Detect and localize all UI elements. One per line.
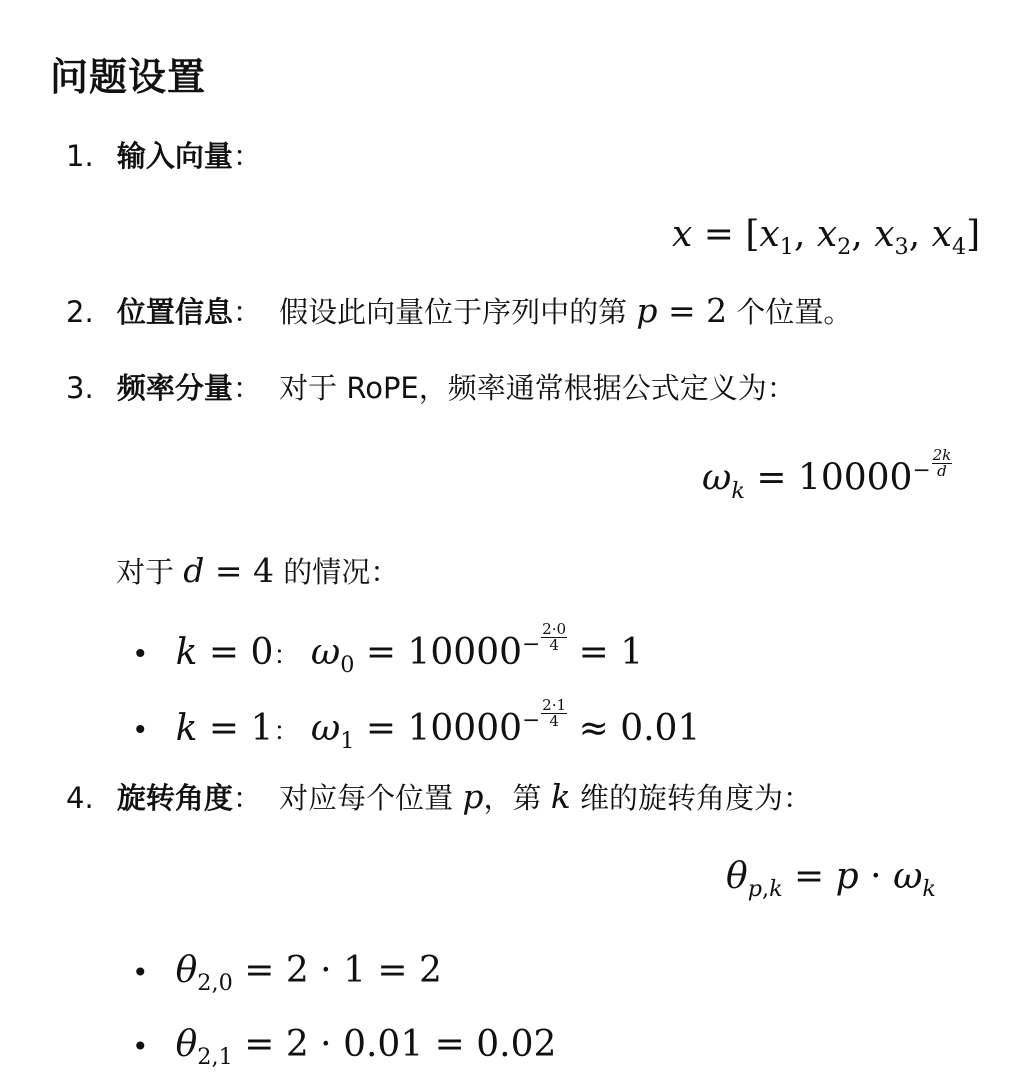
bullet-dot: •: [132, 1030, 149, 1063]
case-line: [116, 550, 399, 591]
p-symbol: p: [462, 777, 484, 816]
bullet-math: k = 1： $\omega_1 = 10000^-$ $\frac{2\cdot 1}{4}$ ≈ 0.01: [175, 696, 701, 754]
theta-bullet-2: [132, 1024, 556, 1070]
omega-bullet-2: [132, 698, 700, 754]
bullet-math: $\theta_{2,1} = 2 \cdot 0.01 = 0.02$: [175, 1024, 557, 1071]
item-text-mid: ，第: [483, 781, 542, 815]
case-math: d = 4: [183, 551, 274, 590]
item-label: 旋转角度: [116, 781, 233, 815]
item-number: 4.: [66, 781, 94, 815]
theta-definition-equation: $\theta_{p,k} = p \cdot \omega_k$: [726, 856, 936, 903]
omega-bullet-1: [132, 622, 643, 678]
bullet-sep: ：: [273, 640, 300, 671]
item-text-tail: 维的旋转角度为：: [579, 781, 812, 815]
list-item-4: [66, 776, 812, 817]
k-math: [551, 777, 571, 816]
item-number: 2.: [66, 295, 94, 329]
bullet-sep: ：: [273, 716, 300, 747]
bullet-math: $\theta_{2,0} = 2 \cdot 1 = 2$: [175, 950, 442, 997]
k-symbol: k: [550, 777, 571, 816]
item-label: 频率分量: [116, 371, 233, 405]
bullet-dot: •: [132, 713, 149, 747]
list-item-2: [66, 290, 852, 331]
case-text: 对于: [116, 555, 175, 589]
item-separator: ：: [232, 781, 262, 815]
item-label: 位置信息: [116, 295, 233, 329]
bullet-dot: •: [132, 637, 149, 671]
item-text-tail: 个位置。: [736, 295, 853, 329]
item-number: 3.: [66, 371, 94, 405]
item-separator: ：: [232, 139, 262, 173]
list-item-1: [66, 134, 262, 175]
bullet-dot: •: [132, 956, 149, 989]
item-separator: ：: [232, 371, 262, 405]
omega-definition-equation: $\omega_k = 10000^-$ $\frac{2k}{d}$: [702, 446, 952, 504]
item-number: 1.: [66, 139, 94, 173]
list-item-3: [66, 366, 796, 407]
theta-bullet-1: [132, 950, 442, 996]
case-text-tail: 的情况：: [283, 555, 400, 589]
item-text: 对应每个位置: [279, 781, 454, 815]
bullet-math: k = 0： $\omega_0 = 10000^-$ $\frac{2\cdot 0}{4}$ = 1: [175, 620, 644, 678]
item-label: 输入向量: [116, 139, 233, 173]
item-text: 对于 RoPE，频率通常根据公式定义为：: [279, 371, 796, 405]
page-title: 问题设置: [50, 55, 207, 99]
position-math: p = 2: [636, 291, 728, 330]
item-text: 假设此向量位于序列中的第: [279, 295, 628, 329]
p-math: [462, 777, 483, 816]
input-vector-equation: $x = [x_1$, $x_2$, $x_3$, $x_4$]: [672, 214, 981, 261]
item-separator: ：: [232, 295, 262, 329]
